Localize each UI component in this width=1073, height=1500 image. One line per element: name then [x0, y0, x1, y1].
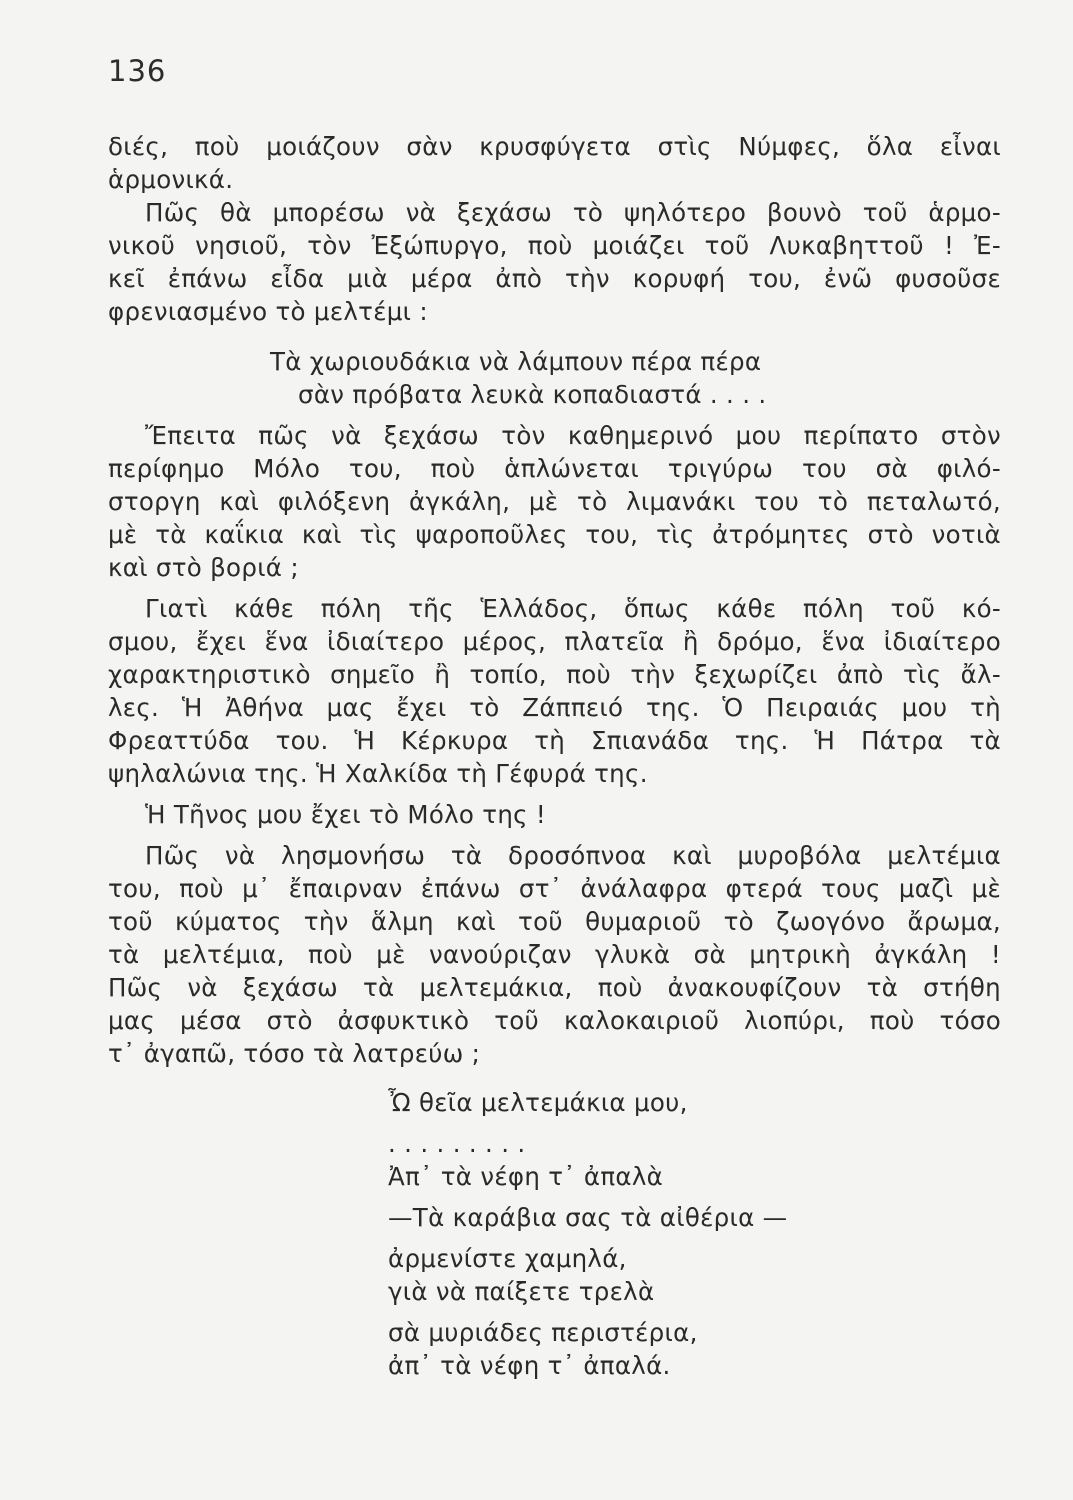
- text-line: [0, 905, 1073, 939]
- text-line: [0, 345, 1073, 379]
- text-line-content: Γιατὶ κάθε πόλη τῆς Ἑλλάδος, ὅπως κάθε πόλη τοῦ κό-: [145, 594, 1001, 623]
- text-line: [0, 163, 1073, 197]
- text-line-content: Ἀπ᾿ τὰ νέφη τ᾿ ἀπαλὰ: [388, 1162, 664, 1191]
- text-line-content: γιὰ νὰ παίξετε τρελὰ: [388, 1277, 655, 1306]
- text-line-content: ἀρμενίστε χαμηλά,: [388, 1244, 627, 1273]
- text-line: [0, 938, 1073, 972]
- text-line-content: Ὦ θεῖα μελτεμάκια μου,: [388, 1088, 688, 1117]
- text-line: [0, 378, 1073, 412]
- text-line: [0, 872, 1073, 906]
- text-line: [0, 229, 1073, 263]
- text-line: [0, 1316, 1073, 1350]
- text-line: [0, 1037, 1073, 1071]
- text-line-content: καὶ στὸ βοριά ;: [108, 553, 299, 582]
- text-line: [0, 1201, 1073, 1235]
- text-line-content: —Τὰ καράβια σας τὰ αἰθέρια —: [388, 1203, 788, 1232]
- text-line: [0, 625, 1073, 659]
- text-line-content: στοργη καὶ φιλόξενη ἀγκάλη, μὲ τὸ λιμανάκι του τὸ πεταλωτό,: [108, 487, 1001, 516]
- text-line-content: Πῶς νὰ λησμονήσω τὰ δροσόπνοα καὶ μυροβόλα μελτέμια: [145, 841, 1001, 870]
- text-line-content: . . . . . . . . .: [388, 1129, 526, 1158]
- text-line: [0, 971, 1073, 1005]
- text-line-content: τ᾿ ἀγαπῶ, τόσο τὰ λατρεύω ;: [108, 1039, 481, 1068]
- text-line-content: Ἡ Τῆνος μου ἔχει τὸ Μόλο της !: [145, 800, 547, 829]
- text-line: [0, 551, 1073, 585]
- text-line: [0, 798, 1073, 832]
- text-line-content: ἁρμονικά.: [108, 165, 234, 194]
- text-line: [0, 658, 1073, 692]
- text-line-content: του, ποὺ μ᾿ ἔπαιρναν ἐπάνω στ᾿ ἀνάλαφρα φτερά τους μαζὶ μὲ: [108, 874, 1001, 903]
- text-line-content: χαρακτηριστικὸ σημεῖο ἢ τοπίο, ποὺ τὴν ξεχωρίζει ἀπὸ τὶς ἄλ-: [108, 660, 1001, 689]
- text-line: [0, 1160, 1073, 1194]
- text-line: [0, 419, 1073, 453]
- text-line-content: Τὰ χωριουδάκια νὰ λάμπουν πέρα πέρα: [270, 347, 762, 376]
- text-line-content: τὰ μελτέμια, ποὺ μὲ νανούριζαν γλυκὰ σὰ μητρικὴ ἀγκάλη !: [108, 940, 1001, 969]
- text-line-content: ἀπ᾿ τὰ νέφη τ᾿ ἀπαλά.: [388, 1351, 671, 1380]
- text-line-content: σὰ μυριάδες περιστέρια,: [388, 1318, 698, 1347]
- text-line-content: ψηλαλώνια της. Ἡ Χαλκίδα τὴ Γέφυρά της.: [108, 759, 648, 788]
- text-line-content: μας μέσα στὸ ἀσφυκτικὸ τοῦ καλοκαιριοῦ λιοπύρι, ποὺ τόσο: [108, 1006, 1001, 1035]
- text-line-content: Φρεαττύδα του. Ἡ Κέρκυρα τὴ Σπιανάδα της. Ἡ Πάτρα τὰ: [108, 726, 1001, 755]
- text-line: [0, 262, 1073, 296]
- text-line: [0, 757, 1073, 791]
- text-line: [0, 839, 1073, 873]
- text-line: [0, 295, 1073, 329]
- text-line-content: Πῶς νὰ ξεχάσω τὰ μελτεμάκια, ποὺ ἀνακουφίζουν τὰ στήθη: [108, 973, 1001, 1002]
- text-line: [0, 691, 1073, 725]
- text-line-content: σὰν πρόβατα λευκὰ κοπαδιαστά . . . .: [298, 380, 767, 409]
- text-line: [0, 485, 1073, 519]
- text-line: [0, 1242, 1073, 1276]
- text-line: [0, 452, 1073, 486]
- text-line: [0, 1004, 1073, 1038]
- text-line: [0, 1086, 1073, 1120]
- text-line-content: μὲ τὰ καΐκια καὶ τὶς ψαροποῦλες του, τὶς ἀτρόμητες στὸ νοτιὰ: [108, 520, 1001, 549]
- page-number: 136: [108, 54, 167, 88]
- text-line-content: λες. Ἡ Ἀθήνα μας ἔχει τὸ Ζάππειό της. Ὁ Πειραιάς μου τὴ: [108, 693, 1001, 722]
- text-line: [0, 592, 1073, 626]
- text-line-content: κεῖ ἐπάνω εἶδα μιὰ μέρα ἀπὸ τὴν κορυφή του, ἐνῶ φυσοῦσε: [108, 264, 1001, 293]
- text-line-content: διές, ποὺ μοιάζουν σὰν κρυσφύγετα στὶς Νύμφες, ὅλα εἶναι: [108, 132, 1001, 161]
- text-line-content: περίφημο Μόλο του, ποὺ ἁπλώνεται τριγύρω του σὰ φιλό-: [108, 454, 1001, 483]
- text-line: [0, 724, 1073, 758]
- text-line-content: νικοῦ νησιοῦ, τὸν Ἐξώπυργο, ποὺ μοιάζει τοῦ Λυκαβηττοῦ ! Ἐ-: [108, 231, 1001, 260]
- text-line: [0, 1127, 1073, 1161]
- text-line: [0, 1349, 1073, 1383]
- text-line-content: σμου, ἔχει ἕνα ἰδιαίτερο μέρος, πλατεῖα ἢ δρόμο, ἕνα ἰδιαίτερο: [108, 627, 1001, 656]
- text-line-content: Ἔπειτα πῶς νὰ ξεχάσω τὸν καθημερινό μου περίπατο στὸν: [145, 421, 1001, 450]
- text-line: [0, 130, 1073, 164]
- text-line: [0, 518, 1073, 552]
- text-line: [0, 1275, 1073, 1309]
- text-line-content: Πῶς θὰ μπορέσω νὰ ξεχάσω τὸ ψηλότερο βουνὸ τοῦ ἁρμο-: [145, 198, 1001, 227]
- text-line-content: τοῦ κύματος τὴν ἅλμη καὶ τοῦ θυμαριοῦ τὸ ζωογόνο ἄρωμα,: [108, 907, 1001, 936]
- text-line-content: φρενιασμένο τὸ μελτέμι :: [108, 297, 428, 326]
- text-line: [0, 196, 1073, 230]
